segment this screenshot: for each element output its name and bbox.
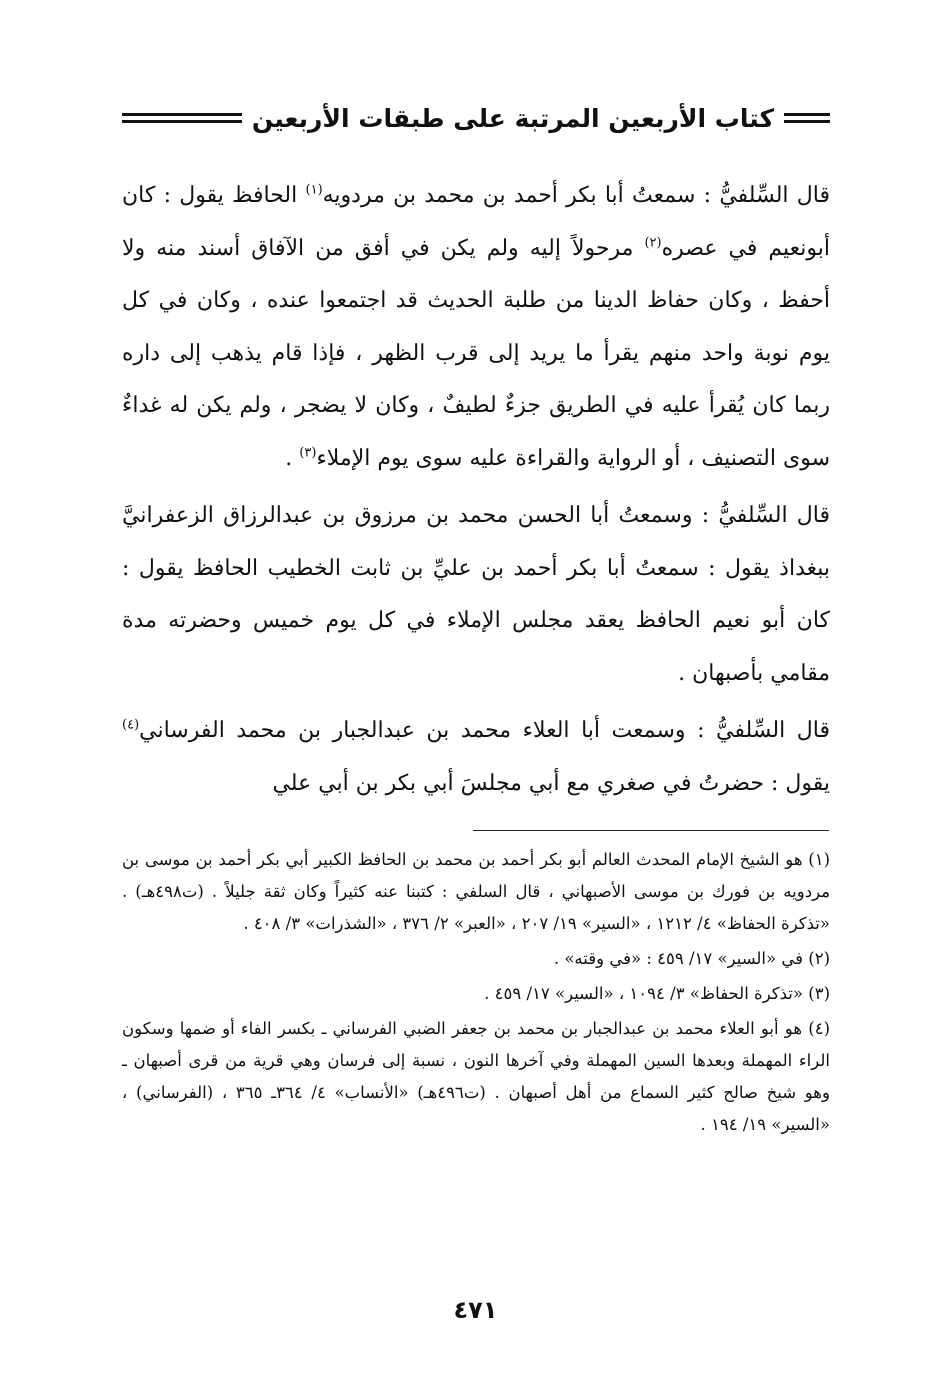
- footnote-3: [122, 978, 830, 1010]
- footnote-separator: [473, 830, 829, 831]
- paragraph-text: الحافظ يقول : كان أبونعيم في عصره: [122, 183, 830, 261]
- book-title: كتاب الأربعين المرتبة على طبقات الأربعين: [251, 103, 775, 133]
- running-header: [122, 96, 830, 140]
- footnote-text: هو الشيخ الإمام المحدث العالم أبو بكر أحمد بن محمد بن الحافظ الكبير أبي بكر أحمد بن موسى بن مردويه بن فورك بن موسى الأصبهاني ، قال السلفي : كتبنا عنه كثيراً وكان ثقة جليلاً . (ت٤٩٨هـ) . «تذكرة الحفاظ» ٤/ ١٢١٢ ، «السير» ١٩/ ٢٠٧ ، «العبر» ٢/ ٣٧٦ ، «الشذرات» ٣/ ٤٠٨ .: [122, 850, 831, 933]
- footnote-number: (٢): [808, 949, 830, 968]
- footnote-number: (٤): [808, 1019, 831, 1038]
- footnote-text: «تذكرة الحفاظ» ٣/ ١٠٩٤ ، «السير» ١٧/ ٤٥٩ .: [484, 984, 803, 1003]
- footnote-ref-4[interactable]: (٤): [122, 717, 140, 733]
- paragraph-text: .: [285, 445, 300, 471]
- footnote-text: هو أبو العلاء محمد بن عبدالجبار بن محمد بن جعفر الضبي الفرساني ـ بكسر الفاء أو ضمها وسكون الراء المهملة وبعدها السين المهملة وفي آخرها النون ، نسبة إلى فرسان وهي قرية من قرى أصبهان ـ وهو شيخ صالح كثير السماع من أهل أصبهان . (ت٤٩٦هـ) «الأنساب» ٤/ ٣٦٤ـ ٣٦٥ ، (الفرساني) ، «السير» ١٩/ ١٩٤ .: [122, 1019, 830, 1134]
- footnotes: [122, 844, 830, 1144]
- paragraph-text: مرحولاً إليه ولم يكن في أفق من الآفاق أسند منه ولا أحفظ ، وكان حفاظ الدينا من طلبة الحديث قد اجتمعوا عنده ، وكان في كل يوم نوبة واحد منهم يقرأ ما يريد إلى قرب الظهر ، فإذا قام يذهب إلى داره ربما كان يُقرأ عليه في الطريق جزءٌ لطيفٌ ، وكان لا يضجر ، ولم يكن له غداءٌ سوى التصنيف ، أو الرواية والقراءة عليه سوى يوم الإملاء: [122, 235, 830, 471]
- paragraph-text: قال السِّلفيُّ : وسمعت أبا العلاء محمد بن عبدالجبار بن محمد الفرساني: [139, 718, 830, 743]
- paragraph-3: [122, 705, 830, 810]
- main-text: [122, 170, 830, 815]
- footnote-4: [122, 1013, 830, 1141]
- header-rule-right: [784, 113, 830, 123]
- footnote-ref-1[interactable]: (١): [305, 182, 323, 198]
- page-number: ٤٧١: [453, 1296, 498, 1324]
- footnote-1: [122, 844, 830, 940]
- paragraph-text: يقول : حضرتُ في صغري مع أبي مجلسَ أبي بكر بن أبي علي: [272, 770, 830, 796]
- footnote-ref-2[interactable]: (٢): [644, 235, 662, 251]
- footnote-ref-3[interactable]: (٣): [299, 445, 317, 461]
- footnote-number: (١): [808, 850, 830, 869]
- footnote-2: [122, 943, 830, 975]
- paragraph-1: [122, 170, 830, 485]
- paragraph-text: قال السِّلفيُّ : سمعتُ أبا بكر أحمد بن محمد بن مردويه: [322, 183, 830, 208]
- footnote-text: في «السير» ١٧/ ٤٥٩ : «في وقته» .: [553, 949, 803, 968]
- paragraph-2: [122, 490, 830, 700]
- paragraph-text: قال السِّلفيُّ : وسمعتُ أبا الحسن محمد بن مرزوق بن عبدالرزاق الزعفرانيَّ ببغداذ يقول : سمعتُ أبا بكر أحمد بن عليِّ بن ثابت الخطيب الحافظ يقول : كان أبو نعيم الحافظ يعقد مجلس الإملاء في كل يوم خميس وحضرته مدة مقامي بأصبهان .: [122, 503, 830, 686]
- header-rule-left: [122, 113, 242, 123]
- footnote-number: (٣): [808, 984, 830, 1003]
